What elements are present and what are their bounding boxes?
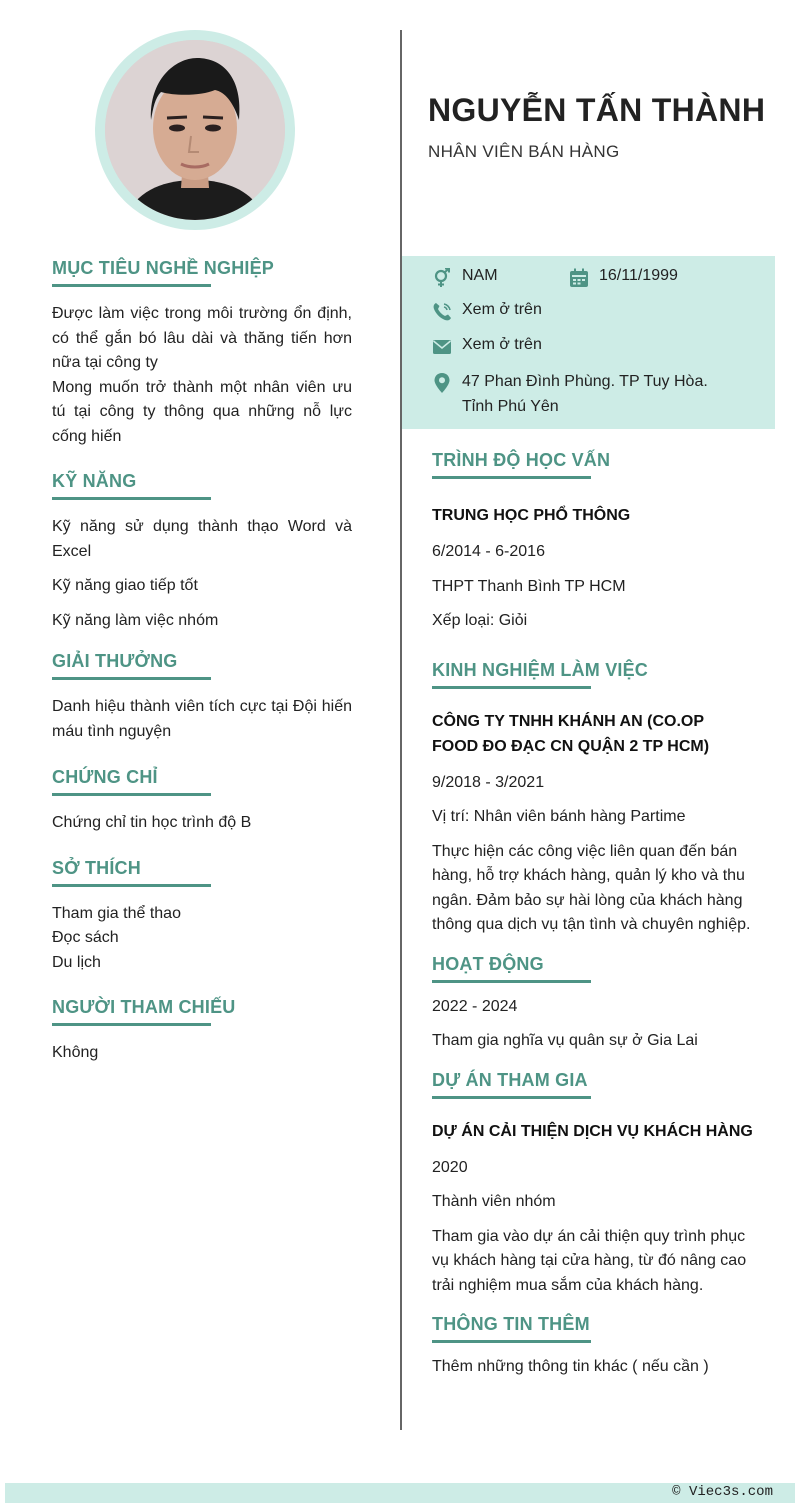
education-level: TRUNG HỌC PHỔ THÔNG — [432, 507, 631, 524]
candidate-role: NHÂN VIÊN BÁN HÀNG — [428, 142, 620, 161]
objective-text-2: Mong muốn trở thành một nhân viên ưu tú tại công ty thông qua những nỗ lực cống hiến — [52, 378, 352, 445]
references-text: Không — [52, 1044, 99, 1061]
hobby-item: Du lịch — [52, 953, 101, 971]
gender-icon — [432, 268, 452, 288]
activities-heading: HOẠT ĐỘNG — [432, 954, 591, 983]
address-value: 47 Phan Đình Phùng. TP Tuy Hòa. Tỉnh Phú Yên — [462, 373, 708, 415]
skill-item: Kỹ năng sử dụng thành thạo Word và Excel — [52, 518, 352, 560]
certificates-heading: CHỨNG CHỈ — [52, 767, 211, 796]
education-period: 6/2014 - 6-2016 — [432, 543, 545, 560]
project-name: DỰ ÁN CẢI THIỆN DỊCH VỤ KHÁCH HÀNG — [432, 1122, 753, 1140]
avatar-frame — [95, 30, 295, 230]
location-pin-icon — [432, 372, 452, 394]
footer-bar — [5, 1483, 795, 1503]
hobby-item: Đọc sách — [52, 929, 119, 946]
objective-text-1: Được làm việc trong môi trường ổn định, có thể gắn bó lâu dài và thăng tiến hơn nữa tại công ty — [52, 305, 352, 371]
skill-item: Kỹ năng giao tiếp tốt — [52, 577, 198, 594]
skill-item: Kỹ năng làm việc nhóm — [52, 611, 219, 629]
footer-credit: © Viec3s.com — [672, 1484, 773, 1500]
extra-info-heading: THÔNG TIN THÊM — [432, 1314, 591, 1343]
birthday-value: 16/11/1999 — [599, 267, 678, 284]
email-row — [432, 336, 542, 357]
phone-value: Xem ở trên — [462, 301, 542, 318]
column-divider — [400, 30, 402, 1430]
certificates-text: Chứng chỉ tin học trình độ B — [52, 814, 252, 831]
experience-description: Thực hiện các công việc liên quan đến bán hàng, hỗ trợ khách hàng, quản lý kho và thu ngân. Đảm bảo sự hài lòng của khách hàng thông qua dịch vụ tận tình và chuyên nghiệp. — [432, 842, 751, 933]
phone-icon — [432, 302, 452, 322]
birthday-row — [569, 267, 678, 288]
email-value: Xem ở trên — [462, 336, 542, 353]
skills-heading: KỸ NĂNG — [52, 471, 211, 500]
right-column — [432, 450, 762, 1380]
extra-info-text: Thêm những thông tin khác ( nếu cần ) — [432, 1358, 709, 1375]
profile-photo — [105, 40, 285, 220]
references-heading: NGƯỜI THAM CHIẾU — [52, 997, 211, 1026]
projects-heading: DỰ ÁN THAM GIA — [432, 1070, 591, 1099]
project-role: Thành viên nhóm — [432, 1193, 556, 1210]
experience-company: CÔNG TY TNHH KHÁNH AN (CO.OP FOOD ĐO ĐẠC CN QUẬN 2 TP HCM) — [432, 712, 710, 755]
phone-row — [432, 301, 542, 322]
left-column — [52, 250, 352, 1066]
awards-text: Danh hiệu thành viên tích cực tại Đội hiến máu tình nguyện — [52, 698, 352, 740]
objective-heading: MỤC TIÊU NGHỀ NGHIỆP — [52, 258, 211, 287]
gender-row — [432, 267, 498, 288]
education-heading: TRÌNH ĐỘ HỌC VẤN — [432, 450, 591, 479]
experience-period: 9/2018 - 3/2021 — [432, 773, 545, 791]
candidate-name: NGUYỄN TẤN THÀNH — [428, 92, 766, 128]
activities-text: Tham gia nghĩa vụ quân sự ở Gia Lai — [432, 1032, 698, 1049]
hobby-item: Tham gia thể thao — [52, 904, 181, 922]
avatar — [105, 40, 285, 220]
activities-period: 2022 - 2024 — [432, 997, 518, 1015]
gender-value: NAM — [462, 267, 498, 284]
address-row — [432, 370, 708, 419]
calendar-icon — [569, 268, 589, 288]
email-icon — [432, 337, 452, 357]
project-year: 2020 — [432, 1158, 468, 1176]
education-grade: Xếp loại: Giỏi — [432, 612, 528, 629]
hobbies-heading: SỞ THÍCH — [52, 858, 211, 887]
project-description: Tham gia vào dự án cải thiện quy trình phục vụ khách hàng tại cửa hàng, từ đó nâng cao trải nghiệm mua sắm của khách hàng. — [432, 1227, 747, 1294]
awards-heading: GIẢI THƯỞNG — [52, 651, 211, 680]
contact-panel — [402, 256, 775, 429]
experience-heading: KINH NGHIỆM LÀM VIỆC — [432, 660, 591, 689]
education-school: THPT Thanh Bình TP HCM — [432, 577, 626, 595]
experience-position: Vị trí: Nhân viên bánh hàng Partime — [432, 808, 686, 825]
